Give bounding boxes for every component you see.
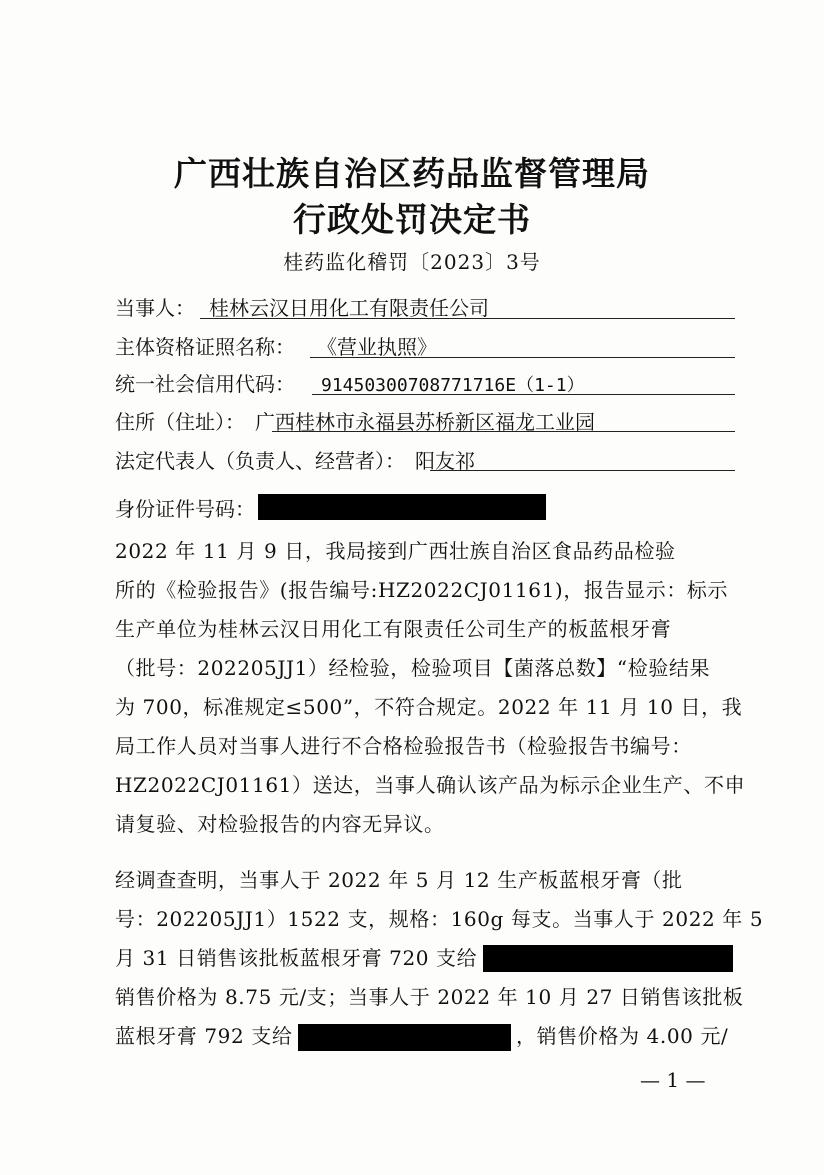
body-line: 生产单位为桂林云汉日用化工有限责任公司生产的板蓝根牙膏 bbox=[115, 617, 672, 641]
address-value: 广西桂林市永福县苏桥新区福龙工业园 bbox=[255, 410, 595, 434]
party-label: 当事人： bbox=[115, 296, 195, 320]
license-value: 《营业执照》 bbox=[317, 335, 437, 359]
legal-rep-field bbox=[115, 446, 475, 476]
legal-rep-label: 法定代表人（负责人、经营者）： bbox=[115, 449, 405, 473]
address-label: 住所（住址）： bbox=[115, 410, 245, 434]
body-line: 经调查查明，当事人于 2022 年 5 月 12 生产板蓝根牙膏（批 bbox=[115, 868, 683, 892]
body-line: 号：202205JJ1）1522 支，规格：160g 每支。当事人于 2022 年 5 bbox=[115, 907, 764, 931]
document-number: 桂药监化稽罚〔2023〕3号 bbox=[283, 250, 541, 274]
body-line: 为 700，标准规定≤500”，不符合规定。2022 年 11 月 10 日，我 bbox=[115, 695, 743, 719]
page-number: — 1 — bbox=[640, 1068, 706, 1092]
id-number-field bbox=[115, 494, 255, 524]
credit-code-label: 统一社会信用代码： bbox=[115, 372, 295, 396]
license-underline bbox=[310, 357, 735, 358]
party-underline bbox=[200, 318, 735, 319]
legal-rep-value: 阳友祁 bbox=[415, 449, 475, 473]
credit-code-underline bbox=[312, 394, 735, 395]
license-label: 主体资格证照名称： bbox=[115, 335, 295, 359]
buyer-redaction-1 bbox=[483, 945, 733, 972]
id-number-redaction bbox=[258, 494, 546, 520]
body-line: （批号：202205JJ1）经检验，检验项目【菌落总数】“检验结果 bbox=[115, 656, 711, 680]
legal-rep-underline bbox=[430, 470, 735, 471]
body-line: 蓝根牙膏 792 支给 bbox=[115, 1024, 293, 1048]
body-line: 销售价格为 8.75 元/支；当事人于 2022 年 10 月 27 日销售该批板 bbox=[115, 985, 744, 1009]
party-value: 桂林云汉日用化工有限责任公司 bbox=[209, 296, 489, 320]
body-line: ，销售价格为 4.00 元/ bbox=[516, 1024, 729, 1048]
body-line: 2022 年 11 月 9 日，我局接到广西壮族自治区食品药品检验 bbox=[115, 539, 676, 563]
address-field bbox=[115, 407, 595, 437]
document-title-line2: 行政处罚决定书 bbox=[293, 200, 531, 239]
body-line: 局工作人员对当事人进行不合格检验报告书（检验报告书编号： bbox=[115, 734, 692, 758]
body-line: 月 31 日销售该批板蓝根牙膏 720 支给 bbox=[115, 946, 478, 970]
body-line: 所的《检验报告》(报告编号:HZ2022CJ01161)，报告显示：标示 bbox=[115, 578, 729, 602]
body-line: HZ2022CJ01161）送达，当事人确认该产品为标示企业生产、不申 bbox=[115, 773, 746, 797]
buyer-redaction-2 bbox=[298, 1024, 511, 1051]
id-number-label: 身份证件号码： bbox=[115, 497, 255, 521]
address-underline bbox=[272, 431, 735, 432]
body-line: 请复验、对检验报告的内容无异议。 bbox=[115, 812, 445, 836]
credit-code-value: 91450300708771716E（1-1） bbox=[321, 375, 585, 396]
document-title-line1: 广西壮族自治区药品监督管理局 bbox=[174, 154, 650, 193]
